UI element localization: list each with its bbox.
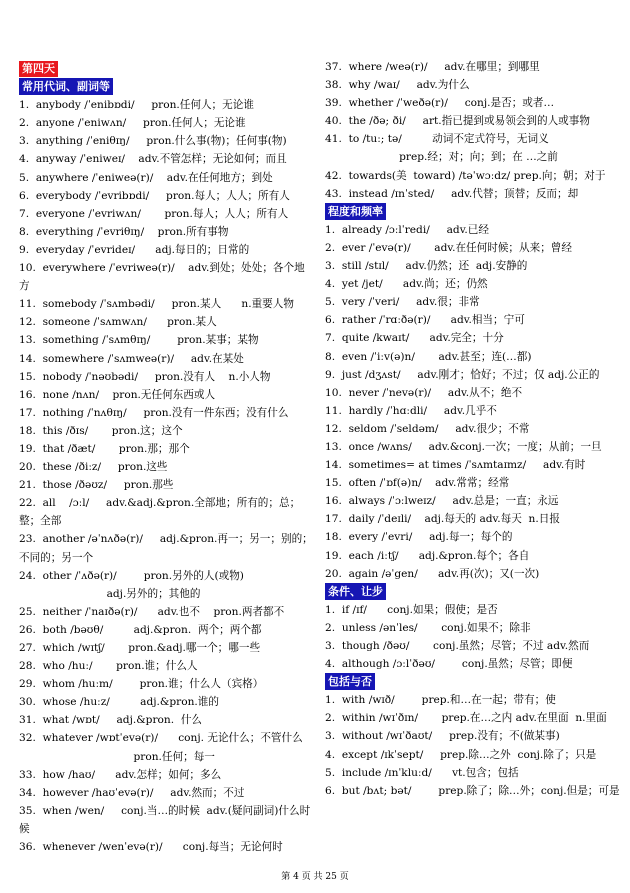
- vocab-entry: 42. towards(美 toward) /təˈwɔːdz/ prep.向；朝；对于: [325, 169, 606, 182]
- vocab-entry: 12. someone /ˈsʌmwʌn/ pron.某人: [19, 316, 217, 329]
- vocab-entry: 23. another /əˈnʌðə(r)/ adj.&pron.再一；另一；别的；不同的；另一个: [19, 533, 313, 564]
- vocab-entry: 8. even /ˈiːv(ə)n/ adv.甚至；连(…都): [325, 350, 532, 363]
- right-entry-list-condition: [325, 601, 621, 673]
- vocab-entry: 19. that /ðæt/ pron.那；那个: [19, 442, 190, 455]
- vocab-entry: 3. still /stɪl/ adv.仍然；还 adj.安静的: [325, 260, 528, 273]
- vocab-entry: 1. if /ɪf/ conj.如果；假使；是否: [325, 603, 498, 616]
- vocab-entry: 4. except /ɪkˈsept/ prep.除…之外 conj.除了；只是: [325, 748, 597, 761]
- vocab-entry: 1. anybody /ˈenibɒdi/ pron.任何人；无论谁: [19, 99, 254, 112]
- vocab-entry: 38. why /waɪ/ adv.为什么: [325, 79, 470, 92]
- vocab-entry: 14. somewhere /ˈsʌmweə(r)/ adv.在某处: [19, 352, 244, 365]
- vocab-entry: 2. anyone /ˈeniwʌn/ pron.任何人；无论谁: [19, 117, 246, 130]
- vocab-entry: 24. other /ˈʌðə(r)/ pron.另外的人(或物) adj.另外的；其他的: [19, 569, 244, 600]
- section-header-condition: 条件、让步: [325, 583, 386, 600]
- vocab-entry: 3. anything /ˈeniθɪŋ/ pron.什么事(物)；任何事(物): [19, 135, 287, 148]
- vocab-entry: 11. hardly /ˈhɑːdli/ adv.几乎不: [325, 404, 497, 417]
- vocab-entry: 10. everywhere /ˈevriweə(r)/ adv.到处；处处；各个地方: [19, 262, 305, 293]
- day-header: 第四天: [19, 61, 58, 77]
- vocab-entry: 3. without /wɪˈðaʊt/ prep.没有；不(做某事): [325, 730, 560, 743]
- section-header-inclusion: 包括与否: [325, 673, 375, 690]
- right-entry-list-inclusion: [325, 691, 621, 800]
- vocab-entry: 13. something /ˈsʌmθɪŋ/ pron.某事；某物: [19, 334, 259, 347]
- vocab-entry: 20. these /ðiːz/ pron.这些: [19, 461, 168, 474]
- vocab-entry: 5. anywhere /ˈeniweə(r)/ adv.在任何地方；到处: [19, 171, 273, 184]
- vocab-entry: 16. always /ˈɔːlweɪz/ adv.总是；一直；永远: [325, 495, 559, 508]
- vocab-entry: 7. everyone /ˈevriwʌn/ pron.每人；人人；所有人: [19, 207, 289, 220]
- section-header-pronouns: 常用代词、副词等: [19, 78, 113, 95]
- vocab-entry: 4. yet /jet/ adv.尚；还；仍然: [325, 278, 488, 291]
- vocab-entry: 12. seldom /ˈseldəm/ adv.很少；不常: [325, 422, 530, 435]
- page-footer: 第 4 页 共 25 页: [281, 872, 349, 882]
- vocab-entry: 4. anyway /ˈeniweɪ/ adv.不管怎样；无论如何；而且: [19, 153, 287, 166]
- vocab-entry: 26. both /bəʊθ/ adj.&pron. 两个；两个都: [19, 623, 262, 636]
- vocab-entry: 9. everyday /ˈevrideɪ/ adj.每日的；日常的: [19, 243, 250, 256]
- vocab-entry: 3. though /ðəʊ/ conj.虽然；尽管；不过 adv.然而: [325, 640, 590, 652]
- vocab-entry: 25. neither /ˈnaɪðə(r)/ adv.也不 pron.两者都不: [19, 605, 285, 618]
- vocab-entry: 17. daily /ˈdeɪli/ adj.每天的 adv.每天 n.日报: [325, 513, 560, 526]
- vocab-entry: 6. but /bʌt; bət/ prep.除了；除…外；conj.但是；可是: [325, 784, 620, 797]
- vocab-entry: 35. when /wen/ conj.当…的时候 adv.(疑问副词)什么时候: [19, 804, 311, 835]
- vocab-entry: 16. none /nʌn/ pron.无任何东西或人: [19, 388, 216, 401]
- vocab-entry: 1. already /ɔːlˈredi/ adv.已经: [325, 223, 489, 236]
- left-entry-list: [19, 96, 314, 856]
- vocab-entry: 11. somebody /ˈsʌmbədi/ pron.某人 n.重要人物: [19, 298, 294, 311]
- section-header-degree-frequency: 程度和频率: [325, 203, 386, 220]
- vocab-entry: 8. everything /ˈevriθɪŋ/ pron.所有事物: [19, 225, 229, 238]
- vocab-entry: 30. whose /huːz/ adj.&pron.谁的: [19, 696, 219, 709]
- vocab-entry: 14. sometimes= at times /ˈsʌmtaɪmz/ adv.有时: [325, 459, 586, 472]
- vocab-entry: 41. to /tuː; tə/ 动词不定式符号，无词义 prep.经；对；向；到；在 …之前: [325, 133, 558, 164]
- vocab-entry: 15. often /ˈɒf(ə)n/ adv.常常；经常: [325, 477, 510, 490]
- vocab-entry: 5. include /ɪnˈkluːd/ vt.包含；包括: [325, 766, 519, 779]
- vocab-entry: 9. just /dʒʌst/ adv.刚才；恰好；不过；仅 adj.公正的: [325, 368, 600, 381]
- vocab-entry: 31. what /wɒt/ adj.&pron. 什么: [19, 714, 203, 727]
- vocab-entry: 6. everybody /ˈevribɒdi/ pron.每人；人人；所有人: [19, 189, 290, 202]
- vocab-entry: 22. all /ɔːl/ adv.&adj.&pron.全部地；所有的；总；整；全部: [19, 497, 301, 528]
- vocab-entry: 33. how /haʊ/ adv.怎样；如何；多么: [19, 768, 222, 781]
- vocab-entry: 32. whatever /wɒtˈevə(r)/ conj. 无论什么；不管什么 pron.任何；每一: [19, 732, 303, 763]
- vocab-entry: 20. again /əˈgen/ adv.再(次)；又(一次): [325, 567, 540, 580]
- vocab-entry: 5. very /ˈveri/ adv.很；非常: [325, 296, 480, 309]
- vocab-entry: 40. the /ðə; ði/ art.指已提到或易领会到的人或事物: [325, 115, 590, 128]
- vocab-entry: 43. instead /ɪnˈsted/ adv.代替；顶替；反而；却: [325, 187, 579, 200]
- vocab-entry: 27. which /wɪtʃ/ pron.&adj.哪一个；哪一些: [19, 642, 261, 654]
- vocab-entry: 18. this /ðɪs/ pron.这；这个: [19, 424, 183, 437]
- vocab-entry: 37. where /weə(r)/ adv.在哪里；到哪里: [325, 61, 540, 73]
- vocab-entry: 2. unless /ənˈles/ conj.如果不；除非: [325, 621, 531, 634]
- vocab-entry: 7. quite /kwaɪt/ adv.完全；十分: [325, 332, 504, 345]
- left-column: [19, 58, 314, 856]
- vocab-entry: 13. once /wʌns/ adv.&conj.一次；一度；从前；一旦: [325, 440, 602, 453]
- vocab-entry: 4. although /ɔːlˈðəʊ/ conj.虽然；尽管；即便: [325, 658, 573, 671]
- right-column: [325, 58, 621, 800]
- vocab-entry: 29. whom /huːm/ pron.谁；什么人（宾格）: [19, 678, 264, 691]
- vocab-entry: 15. nobody /ˈnəʊbədi/ pron.没有人 n.小人物: [19, 370, 271, 383]
- vocab-entry: 1. with /wɪð/ prep.和…在一起；带有；使: [325, 694, 556, 707]
- vocab-entry: 17. nothing /ˈnʌθɪŋ/ pron.没有一件东西；没有什么: [19, 406, 289, 419]
- vocab-entry: 39. whether /ˈweðə(r)/ conj.是否；或者…: [325, 97, 555, 110]
- vocab-entry: 19. each /iːtʃ/ adj.&pron.每个；各自: [325, 549, 530, 562]
- vocab-entry: 6. rather /ˈrɑːðə(r)/ adv.相当；宁可: [325, 314, 525, 327]
- vocab-entry: 18. every /ˈevri/ adj.每一；每个的: [325, 531, 513, 544]
- vocab-entry: 2. ever /ˈevə(r)/ adv.在任何时候；从来；曾经: [325, 241, 572, 254]
- vocab-entry: 2. within /wɪˈðɪn/ prep.在…之内 adv.在里面 n.里面: [325, 712, 607, 725]
- vocab-entry: 34. however /haʊˈevə(r)/ adv.然而；不过: [19, 786, 245, 799]
- vocab-entry: 36. whenever /wenˈevə(r)/ conj.每当；无论何时: [19, 841, 283, 854]
- vocab-entry: 28. who /huː/ pron.谁；什么人: [19, 660, 198, 673]
- right-entry-list-top: [325, 58, 621, 203]
- vocab-entry: 10. never /ˈnevə(r)/ adv.从不；绝不: [325, 386, 523, 399]
- right-entry-list-degree: [325, 221, 621, 583]
- vocab-entry: 21. those /ðəʊz/ pron.那些: [19, 479, 174, 492]
